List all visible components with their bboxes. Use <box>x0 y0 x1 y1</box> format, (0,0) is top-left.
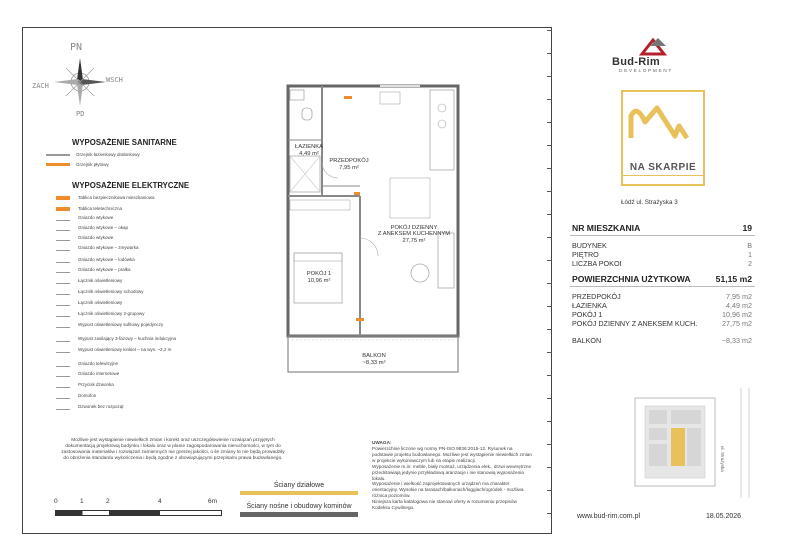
legend-sanitary-1: Grzejnik łazienkowy drabinkowy <box>76 152 140 157</box>
notes-line-2: Wyposażenie m.in: meble, biały montaż, urządzenia elek., drzwi wewnętrzne przedstawiają jedynie przykładową aranżacje i nie stanowią wyposażenia lokalu. <box>372 463 532 481</box>
legend-electrical-4: Gniazdo wtykowe – okap <box>78 225 129 230</box>
electrical-symbol-5 <box>56 236 70 241</box>
legend-electrical-19: Domofon <box>78 393 97 398</box>
legend-electrical-10: Łącznik oświetleniowy schodowy <box>78 289 144 294</box>
electrical-symbol-11 <box>56 301 70 306</box>
electrical-symbol-16 <box>56 362 70 367</box>
legend-electrical-3: Gniazdo wtykowe <box>78 215 114 220</box>
legend-electrical-12: Łącznik oświetleniowy 2-grupowy <box>78 311 145 316</box>
legend-electrical-20: Dzwonek bez rozpoząt <box>78 404 124 409</box>
legend-electrical-18: Przycisk dzwonka <box>78 382 114 387</box>
legend-electrical-8: Gniazdo wtykowe – pralka <box>78 267 131 272</box>
electrical-symbol-19 <box>56 394 70 399</box>
legend-electrical-2: Tablica teletechniczna <box>78 206 123 211</box>
sanitary-title: WYPOSAŻENIE SANITARNE <box>72 138 177 147</box>
walls-structural-swatch <box>240 512 358 517</box>
bud-rim-logo-icon <box>638 34 668 56</box>
electrical-symbol-18 <box>56 383 70 388</box>
brand-name: Bud-Rim <box>612 56 660 68</box>
notes-block <box>372 440 532 511</box>
electrical-symbol-12 <box>56 312 70 317</box>
electrical-title: WYPOSAŻENIE ELEKTRYCZNE <box>72 181 190 190</box>
electrical-symbol-4 <box>56 226 70 231</box>
key-plan-street: ul. Strażyska <box>720 446 725 472</box>
electrical-symbol-15 <box>56 348 70 353</box>
area-rule <box>570 286 755 287</box>
walls-legend <box>240 482 358 517</box>
mountain-icon <box>623 92 699 152</box>
walls-partition-swatch <box>240 491 358 495</box>
legend-electrical-14: Wypust zasilający 3-fazowy – kuchnia indukcyjna <box>78 336 177 341</box>
key-plan <box>605 388 770 498</box>
compass-east: WSCH <box>106 76 123 84</box>
electrical-symbol-8 <box>56 268 70 273</box>
room-hallway: PRZEDPOKÓJ 7,95 m² <box>329 158 369 171</box>
legend-electrical-6: Gniazdo wtykowe – zmywarka <box>78 245 139 250</box>
notes-title: UWAGA: <box>372 440 392 445</box>
project-logo <box>621 90 705 186</box>
floor-plan <box>270 78 490 378</box>
room-balcony: BALKON ~8,33 m² <box>362 353 386 366</box>
footer-url[interactable]: www.bud-rim.com.pl <box>577 513 641 520</box>
electrical-symbol-7 <box>56 258 70 263</box>
electrical-symbol-1 <box>56 196 70 200</box>
legend-electrical-15: Wypust oświetleniowy kinkiet – na wys. ~2,2 m <box>78 347 172 352</box>
disclaimer-text: Możliwe jest wystąpienie niewielkich zmian i korekt oraz uszczegółowienie rozwiązań przyjętych dokumentacją projektową budynku i lokalu oraz w planie zagospodarowania nieruchomości, w tym do zastosowania materiałów i rozwiązań zamiennych nie gorszej jakości, o ile zmiany te nie będą prowadziły do obniżenia standardu wykończenia i będą zgodne z obowiązującymi przepisami prawa budowlanego. <box>61 438 285 462</box>
electrical-symbol-20 <box>56 405 70 410</box>
room-living-kitchen: POKÓJ DZIENNY Z ANEKSEM KUCHENNYM 27,75 m² <box>377 224 451 244</box>
room-bathroom: ŁAZIENKA 4,49 m² <box>294 144 324 157</box>
legend-electrical-5: Gniazdo wtykowe <box>78 235 114 240</box>
notes-line-3: Wyposażenie i wielkość zaprojektowanych urządzeń ma charakter orientacyjny. Wysokie na tarasach/balkonach/loggiach/ogródek - możliwa różnica poziomów. <box>372 481 524 499</box>
compass-south: PD <box>76 110 85 118</box>
electrical-symbol-9 <box>56 279 70 284</box>
scale-tick-0: 0 <box>54 498 58 505</box>
legend-electrical-11: Łącznik oświetleniowy <box>78 300 123 305</box>
compass-west: ZACH <box>32 82 49 90</box>
scale-tick-1: 1 <box>80 498 84 505</box>
compass-icon <box>28 40 148 140</box>
notes-line-1: Powierzchnie liczone wg normy PN-ISO 9836:2015-12. Rysunek na podstawie projektu budowlanego. Możliwe jest wystąpienie niewielkich zmian w projekcie wykonawczym lub na etapie realizacji. <box>372 445 532 463</box>
scale-tick-4: 4 <box>158 498 162 505</box>
footer-date: 18.05.2026 <box>706 513 742 520</box>
electrical-symbol-3 <box>56 216 70 221</box>
dashed-divider <box>547 30 553 530</box>
scale-tick-2: 2 <box>106 498 110 505</box>
legend-electrical-9: Łącznik oświetleniowy <box>78 278 123 283</box>
electrical-symbol-6 <box>56 246 70 251</box>
legend-electrical-13: Wypust oświetleniowy sufitowy pojedynczy <box>78 322 164 327</box>
legend-electrical-7: Gniazdo wtykowe – lodówka <box>78 257 135 262</box>
room-bedroom: POKÓJ 1 10,96 m² <box>306 271 332 284</box>
brand-subtitle: DEVELOPMENT <box>619 69 673 74</box>
scale-bar-graphic <box>55 510 222 516</box>
project-address: Łódź ul. Strażyska 3 <box>621 199 678 206</box>
electrical-symbol-10 <box>56 290 70 295</box>
scale-tick-6: 6m <box>208 498 218 505</box>
compass-rose <box>28 40 148 140</box>
ladder-radiator-symbol <box>46 154 70 156</box>
legend-electrical-1: Tablica bezpiecznikowa mieszkaniowa <box>78 195 155 200</box>
panel-radiator-symbol <box>46 163 70 166</box>
walls-structural-label: Ściany nośne i obudowy kominów <box>246 503 352 510</box>
key-plan-drawing <box>605 388 770 498</box>
notes-line-4: Niniejsza karta katalogowa nie stanowi oferty w rozumieniu przepisów Kodeksu Cywilnego. <box>372 499 517 511</box>
electrical-symbol-17 <box>56 372 70 377</box>
legend-electrical-17: Gniazdo internetowe <box>78 371 120 376</box>
project-name: NA SKARPIE <box>629 162 697 173</box>
electrical-symbol-2 <box>56 207 70 211</box>
info-rule <box>570 235 755 236</box>
scale-bar <box>50 498 225 518</box>
legend-electrical-16: Gniazdo telewizyjne <box>78 361 119 366</box>
electrical-symbol-14 <box>56 337 70 342</box>
legend-sanitary-2: Grzejnik płytowy <box>76 162 109 167</box>
walls-partition-label: Ściany działowe <box>273 482 325 489</box>
electrical-symbol-13 <box>56 323 70 328</box>
compass-north: PN <box>70 42 83 53</box>
